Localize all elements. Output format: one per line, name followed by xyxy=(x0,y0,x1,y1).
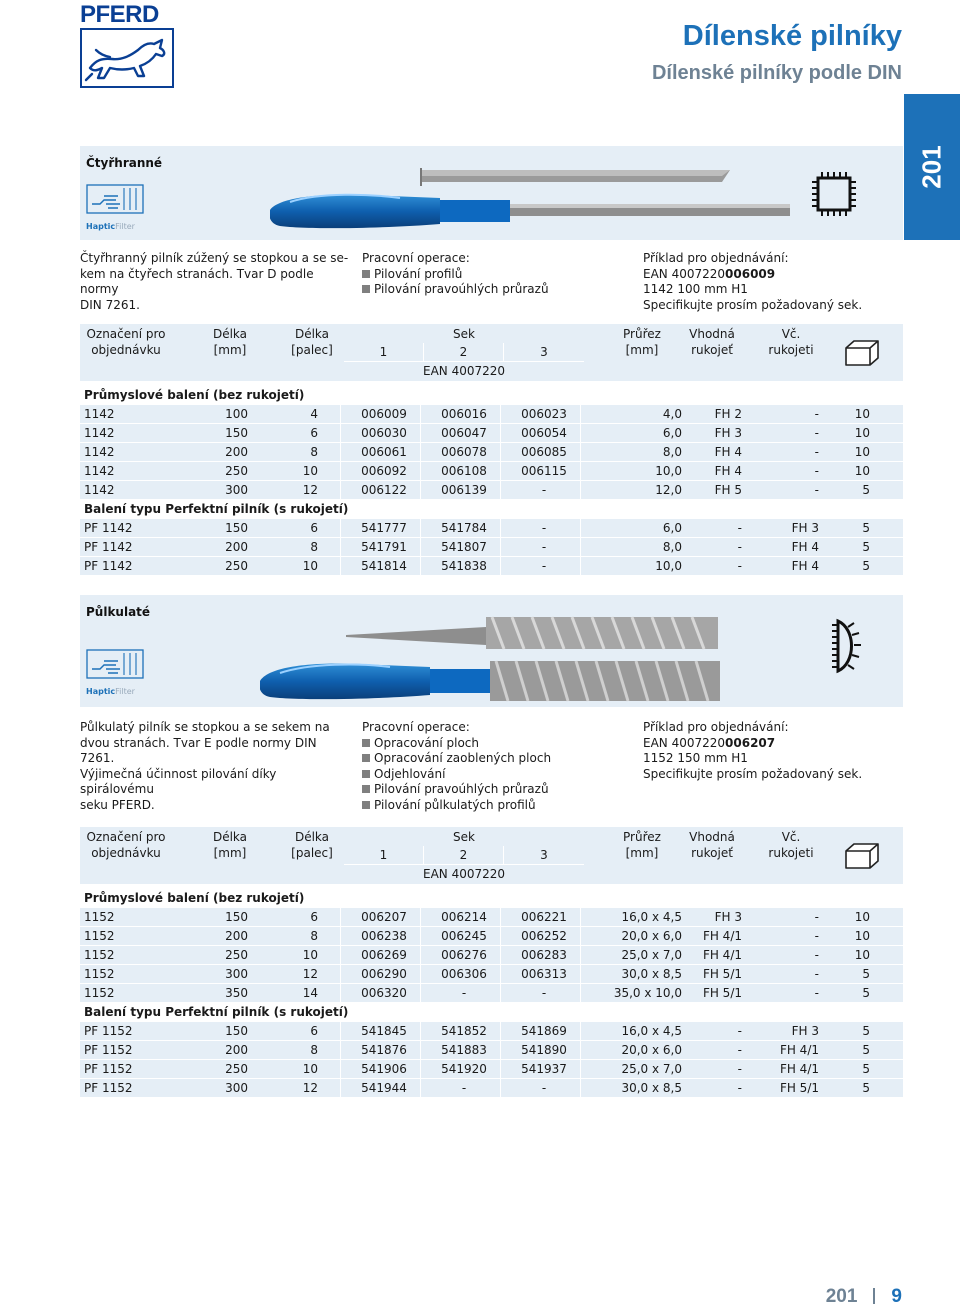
table-cell: - xyxy=(814,910,819,924)
table-cell: 541807 xyxy=(441,540,487,554)
table-cell: 006139 xyxy=(441,483,487,497)
table-cell: PF 1142 xyxy=(84,521,133,535)
table-cell: PF 1152 xyxy=(84,1024,133,1038)
square-file-image xyxy=(270,162,790,240)
table-row xyxy=(80,519,903,538)
table-cell: 541784 xyxy=(441,521,487,535)
table-cell: 10 xyxy=(302,559,318,573)
table-cell: 006016 xyxy=(441,407,487,421)
table-cell: 006214 xyxy=(441,910,487,924)
table-cell: 1152 xyxy=(84,986,115,1000)
table-cell: 1142 xyxy=(84,483,115,497)
table-cell: 541814 xyxy=(361,559,407,573)
table-cell: 541876 xyxy=(361,1043,407,1057)
table-cell: 541777 xyxy=(361,521,407,535)
table-cell: - xyxy=(814,929,819,943)
header-cross-section: Průřez [mm] xyxy=(623,327,661,357)
haptic-filter-label: HapticFilter xyxy=(86,687,135,696)
cell-separator xyxy=(340,1079,341,1097)
table-cell: 006276 xyxy=(441,948,487,962)
table-row xyxy=(80,424,903,443)
table-cell: 4,0 xyxy=(662,407,682,421)
table-cell: FH 4/1 xyxy=(702,929,742,943)
table-cell: - xyxy=(737,540,742,554)
table-cell: 6 xyxy=(310,426,318,440)
table-cell: 6,0 xyxy=(662,521,682,535)
table-cell: 12 xyxy=(302,967,318,981)
table-cell: 10,0 xyxy=(655,464,682,478)
table-cell: 5 xyxy=(862,540,870,554)
cell-separator xyxy=(340,443,341,461)
table-cell: - xyxy=(814,445,819,459)
table-cell: - xyxy=(461,1081,467,1095)
table-cell: 006238 xyxy=(361,929,407,943)
table-cell: 8 xyxy=(310,929,318,943)
table-cell: 20,0 x 6,0 xyxy=(621,929,682,943)
table-row xyxy=(80,1022,903,1041)
section-halfround-operations: Pracovní operace: Opracování ploch Opracování zaoblených ploch Odjehlování Pilování pravoúhlých průrazů Pilování půlkulatých profilů xyxy=(362,720,552,812)
table-cell: 006078 xyxy=(441,445,487,459)
table-row xyxy=(80,443,903,462)
table-cell: FH 4/1 xyxy=(702,948,742,962)
table-cell: 006047 xyxy=(441,426,487,440)
table-cell: 150 xyxy=(225,1024,248,1038)
table-cell: - xyxy=(541,483,547,497)
table-cell: 006108 xyxy=(441,464,487,478)
table-cell: - xyxy=(737,1062,742,1076)
table-cell: 1142 xyxy=(84,407,115,421)
halfround-files-table xyxy=(80,827,903,1095)
table-cell: 10 xyxy=(854,407,870,421)
table-cell: 10 xyxy=(302,1062,318,1076)
table-cell: - xyxy=(737,1043,742,1057)
header-suitable-handle: Vhodná rukojeť xyxy=(689,327,735,357)
table-cell: 1152 xyxy=(84,948,115,962)
table-header xyxy=(80,827,903,884)
header-cut-grid xyxy=(344,343,584,381)
cell-separator xyxy=(340,946,341,964)
header-length-mm: Délka [mm] xyxy=(212,327,248,357)
table-row xyxy=(80,1060,903,1079)
table-cell: 5 xyxy=(862,1081,870,1095)
section-square-description: Čtyřhranný pilník zúžený se stopkou a se se- kem na čtyřech stranách. Tvar D podle normy DIN 7261. xyxy=(80,251,349,312)
table-cell: FH 2 xyxy=(714,407,742,421)
table-cell: FH 3 xyxy=(791,1024,819,1038)
table-cell: - xyxy=(814,426,819,440)
cell-separator xyxy=(340,462,341,480)
cell-separator xyxy=(340,424,341,442)
table-cell: 12,0 xyxy=(655,483,682,497)
table-cell: 006122 xyxy=(361,483,407,497)
table-cell: 006269 xyxy=(361,948,407,962)
table-row xyxy=(80,927,903,946)
table-cell: 541883 xyxy=(441,1043,487,1057)
table-cell: 300 xyxy=(225,1081,248,1095)
cell-separator xyxy=(340,538,341,556)
chapter-number: 201 xyxy=(916,145,947,189)
table-cell: 5 xyxy=(862,1062,870,1076)
table-cell: 12 xyxy=(302,1081,318,1095)
table-cell: 006009 xyxy=(361,407,407,421)
table-row xyxy=(80,538,903,557)
cell-separator xyxy=(340,965,341,983)
table-cell: 10 xyxy=(302,464,318,478)
table-cell: 5 xyxy=(862,483,870,497)
table-cell: 541890 xyxy=(521,1043,567,1057)
table-cell: 150 xyxy=(225,426,248,440)
header-cut-1: 1 xyxy=(344,343,424,361)
square-cross-section-icon xyxy=(808,168,860,220)
table-cell: 30,0 x 8,5 xyxy=(621,1081,682,1095)
table-row xyxy=(80,908,903,927)
table-row xyxy=(80,557,903,576)
table-cell: 1142 xyxy=(84,426,115,440)
section-square-order-example: Příklad pro objednávání: EAN 4007220006009 1142 100 mm H1 Specifikujte prosím požadovaný sek. xyxy=(643,251,863,312)
table-cell: 6 xyxy=(310,521,318,535)
table-cell: - xyxy=(737,1024,742,1038)
header-cut-3: 3 xyxy=(504,846,584,864)
table-cell: - xyxy=(541,1081,547,1095)
table-cell: 006320 xyxy=(361,986,407,1000)
footer-divider xyxy=(873,1288,875,1304)
table-cell: - xyxy=(541,521,547,535)
table-cell: 541852 xyxy=(441,1024,487,1038)
header-cut: Sek xyxy=(453,327,475,341)
table-cell: - xyxy=(737,1081,742,1095)
table-cell: 006030 xyxy=(361,426,407,440)
table-cell: 5 xyxy=(862,521,870,535)
table-cell: 8,0 xyxy=(662,445,682,459)
table-cell: - xyxy=(814,948,819,962)
table-cell: FH 4 xyxy=(791,559,819,573)
header-cut-2: 2 xyxy=(424,846,504,864)
table-cell: FH 5 xyxy=(714,483,742,497)
cell-separator xyxy=(340,1022,341,1040)
table-cell: 006023 xyxy=(521,407,567,421)
table-cell: FH 5/1 xyxy=(702,986,742,1000)
table-cell: - xyxy=(814,464,819,478)
page-subtitle: Dílenské pilníky podle DIN xyxy=(651,62,902,84)
table-cell: FH 4/1 xyxy=(779,1062,819,1076)
table-cell: 1152 xyxy=(84,967,115,981)
table-cell: 250 xyxy=(225,559,248,573)
table-cell: PF 1152 xyxy=(84,1062,133,1076)
table-cell: 1152 xyxy=(84,929,115,943)
table-cell: 10 xyxy=(302,948,318,962)
header-ean-prefix: EAN 4007220 xyxy=(344,362,584,381)
table-cell: 006221 xyxy=(521,910,567,924)
table-header xyxy=(80,324,903,381)
header-cut-1: 1 xyxy=(344,846,424,864)
table-cell: 006306 xyxy=(441,967,487,981)
pferd-horse-logo-icon xyxy=(80,28,174,88)
cell-separator xyxy=(340,908,341,926)
table-cell: 250 xyxy=(225,464,248,478)
table-cell: 8 xyxy=(310,540,318,554)
header-suitable-handle: Vhodná rukojeť xyxy=(689,830,735,860)
table-cell: 541869 xyxy=(521,1024,567,1038)
table-row xyxy=(80,462,903,481)
chapter-tab xyxy=(904,94,960,240)
table-cell: 30,0 x 8,5 xyxy=(621,967,682,981)
table-cell: 006061 xyxy=(361,445,407,459)
header-cut-3: 3 xyxy=(504,343,584,361)
table-cell: FH 5/1 xyxy=(779,1081,819,1095)
cell-separator xyxy=(340,481,341,499)
header-incl-handle: Vč. rukojeti xyxy=(768,830,814,860)
table-cell: 150 xyxy=(225,910,248,924)
table-row xyxy=(80,1079,903,1098)
table-row xyxy=(80,481,903,500)
cell-separator xyxy=(340,927,341,945)
table-cell: - xyxy=(814,986,819,1000)
table-cell: 541937 xyxy=(521,1062,567,1076)
table-cell: FH 3 xyxy=(714,910,742,924)
table-row xyxy=(80,405,903,424)
table-cell: 20,0 x 6,0 xyxy=(621,1043,682,1057)
cell-separator xyxy=(340,1060,341,1078)
table-cell: 8 xyxy=(310,445,318,459)
square-files-table xyxy=(80,324,903,572)
section-halfround-order-example: Příklad pro objednávání: EAN 4007220006207 1152 150 mm H1 Specifikujte prosím požadovaný sek. xyxy=(643,720,863,781)
table-cell: FH 4 xyxy=(714,445,742,459)
table-cell: 10 xyxy=(854,948,870,962)
header-designation: Označení pro objednávku xyxy=(86,327,166,357)
table-cell: PF 1142 xyxy=(84,559,133,573)
table-cell: 5 xyxy=(862,1024,870,1038)
table-cell: 5 xyxy=(862,986,870,1000)
table-cell: 6 xyxy=(310,1024,318,1038)
table-cell: 200 xyxy=(225,1043,248,1057)
table-cell: 006283 xyxy=(521,948,567,962)
table-cell: 1152 xyxy=(84,910,115,924)
table-cell: 300 xyxy=(225,483,248,497)
table-row xyxy=(80,965,903,984)
cell-separator xyxy=(340,557,341,575)
cell-separator xyxy=(340,1041,341,1059)
table-cell: 006245 xyxy=(441,929,487,943)
table-cell: 541838 xyxy=(441,559,487,573)
half-round-cross-section-icon xyxy=(830,617,864,675)
table-cell: - xyxy=(737,559,742,573)
header-cut-grid xyxy=(344,846,584,884)
table-cell: 4 xyxy=(310,407,318,421)
section-halfround-description: Půlkulatý pilník se stopkou a se sekem na dvou stranách. Tvar E podle normy DIN 7261. Výjimečná účinnost pilování díky spirálovému seku PFERD. xyxy=(80,720,330,812)
page-title: Dílenské pilníky xyxy=(682,20,902,52)
table-row xyxy=(80,984,903,1003)
table-cell: 006252 xyxy=(521,929,567,943)
section-title: Půlkulaté xyxy=(86,605,151,619)
table-group-label: Balení typu Perfektní pilník (s rukojetí) xyxy=(80,1003,903,1022)
pferd-logo xyxy=(80,3,176,88)
table-cell: 8,0 xyxy=(662,540,682,554)
table-cell: 006207 xyxy=(361,910,407,924)
table-cell: 200 xyxy=(225,929,248,943)
header-incl-handle: Vč. rukojeti xyxy=(768,327,814,357)
table-cell: 25,0 x 7,0 xyxy=(621,948,682,962)
table-cell: 200 xyxy=(225,540,248,554)
table-cell: FH 4 xyxy=(714,464,742,478)
table-cell: 250 xyxy=(225,948,248,962)
table-cell: PF 1142 xyxy=(84,540,133,554)
table-row xyxy=(80,1041,903,1060)
header-length-inch: Délka [palec] xyxy=(291,830,333,860)
table-cell: 5 xyxy=(862,967,870,981)
table-cell: 10 xyxy=(854,426,870,440)
header-designation: Označení pro objednávku xyxy=(86,830,166,860)
table-cell: 541920 xyxy=(441,1062,487,1076)
table-cell: 6 xyxy=(310,910,318,924)
table-group-label: Průmyslové balení (bez rukojetí) xyxy=(80,889,903,908)
footer-section: 201 xyxy=(825,1286,858,1307)
table-cell: 16,0 x 4,5 xyxy=(621,910,682,924)
table-cell: 5 xyxy=(862,559,870,573)
table-cell: 100 xyxy=(225,407,248,421)
table-cell: FH 3 xyxy=(791,521,819,535)
brand-name: PFERD xyxy=(80,1,159,28)
table-cell: 1142 xyxy=(84,445,115,459)
table-cell: - xyxy=(541,559,547,573)
haptic-filter-hand-icon xyxy=(86,649,144,679)
haptic-filter-hand-icon xyxy=(86,184,144,214)
table-cell: - xyxy=(814,483,819,497)
table-cell: 006085 xyxy=(521,445,567,459)
header-length-mm: Délka [mm] xyxy=(212,830,248,860)
table-cell: 150 xyxy=(225,521,248,535)
header-ean-prefix: EAN 4007220 xyxy=(344,865,584,884)
table-cell: 541845 xyxy=(361,1024,407,1038)
table-cell: FH 3 xyxy=(714,426,742,440)
table-row xyxy=(80,946,903,965)
table-cell: 541944 xyxy=(361,1081,407,1095)
table-cell: - xyxy=(814,967,819,981)
table-cell: - xyxy=(737,521,742,535)
table-cell: PF 1152 xyxy=(84,1043,133,1057)
table-cell: 006054 xyxy=(521,426,567,440)
table-cell: 200 xyxy=(225,445,248,459)
table-cell: 16,0 x 4,5 xyxy=(621,1024,682,1038)
table-group-label: Průmyslové balení (bez rukojetí) xyxy=(80,386,903,405)
table-cell: 006115 xyxy=(521,464,567,478)
table-cell: 350 xyxy=(225,986,248,1000)
table-group-label: Balení typu Perfektní pilník (s rukojetí) xyxy=(80,500,903,519)
cell-separator xyxy=(340,984,341,1002)
table-cell: 5 xyxy=(862,1043,870,1057)
table-cell: 10,0 xyxy=(655,559,682,573)
table-cell: - xyxy=(541,986,547,1000)
cell-separator xyxy=(340,405,341,423)
section-title: Čtyřhranné xyxy=(86,156,163,170)
footer-page-number: 9 xyxy=(891,1286,902,1307)
section-halfround-header xyxy=(80,595,903,707)
package-box-icon xyxy=(842,841,882,874)
table-cell: 006092 xyxy=(361,464,407,478)
table-cell: 006290 xyxy=(361,967,407,981)
table-cell: - xyxy=(814,407,819,421)
section-square-operations: Pracovní operace: Pilování profilů Pilování pravoúhlých průrazů xyxy=(362,251,549,296)
table-cell: 541906 xyxy=(361,1062,407,1076)
header-cut-2: 2 xyxy=(424,343,504,361)
table-cell: 10 xyxy=(854,929,870,943)
page-footer xyxy=(826,1286,902,1308)
haptic-filter-label: HapticFilter xyxy=(86,222,135,231)
table-cell: 14 xyxy=(302,986,318,1000)
table-cell: 8 xyxy=(310,1043,318,1057)
header-cross-section: Průřez [mm] xyxy=(623,830,661,860)
header-cut: Sek xyxy=(453,830,475,844)
table-cell: - xyxy=(541,540,547,554)
table-cell: 006313 xyxy=(521,967,567,981)
package-box-icon xyxy=(842,338,882,371)
table-cell: 25,0 x 7,0 xyxy=(621,1062,682,1076)
table-cell: 250 xyxy=(225,1062,248,1076)
table-cell: 6,0 xyxy=(662,426,682,440)
table-cell: 541791 xyxy=(361,540,407,554)
table-cell: 35,0 x 10,0 xyxy=(613,986,682,1000)
table-cell: FH 5/1 xyxy=(702,967,742,981)
table-cell: FH 4 xyxy=(791,540,819,554)
header-length-inch: Délka [palec] xyxy=(291,327,333,357)
table-cell: FH 4/1 xyxy=(779,1043,819,1057)
cell-separator xyxy=(340,519,341,537)
section-square-header xyxy=(80,146,903,240)
table-cell: - xyxy=(461,986,467,1000)
table-cell: 10 xyxy=(854,445,870,459)
halfround-file-image xyxy=(260,615,720,707)
table-cell: PF 1152 xyxy=(84,1081,133,1095)
table-cell: 12 xyxy=(302,483,318,497)
table-cell: 1142 xyxy=(84,464,115,478)
table-cell: 300 xyxy=(225,967,248,981)
table-cell: 10 xyxy=(854,464,870,478)
table-cell: 10 xyxy=(854,910,870,924)
